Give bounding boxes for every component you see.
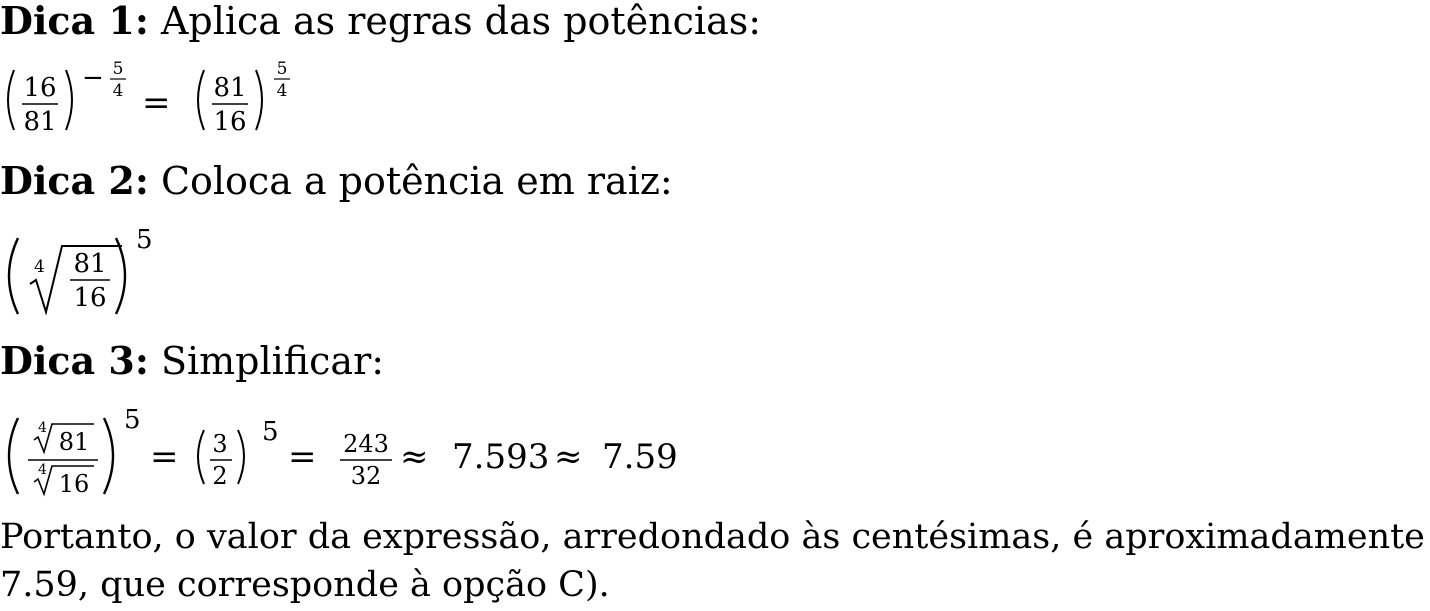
paren-left [198, 430, 204, 484]
hint-1-text: Aplica as regras das potências: [148, 0, 762, 43]
paren-right [256, 70, 262, 130]
root-index: 4 [34, 257, 45, 277]
paren-right [104, 418, 113, 494]
hint-2-heading [0, 158, 673, 203]
lhs-exp-sign: − [82, 63, 104, 93]
approx-sign-1: ≈ [400, 437, 429, 477]
rhs-numerator: 81 [213, 73, 247, 103]
hint-1-heading [0, 0, 762, 43]
rhs-denominator: 16 [213, 107, 247, 137]
paren-right [238, 430, 244, 484]
rhs-exp-numerator: 5 [276, 59, 288, 79]
fraction-numerator: 3 [212, 430, 228, 458]
hint-2-text: Coloca a potência em raiz: [148, 159, 673, 203]
lhs-exp-numerator: 5 [112, 59, 124, 79]
result-numerator: 243 [343, 430, 389, 458]
hint-1-label: Dica 1: [0, 0, 149, 43]
hint-3-label: Dica 3: [0, 338, 149, 383]
exponent-2: 5 [262, 417, 279, 447]
hint-2-label: Dica 2: [0, 158, 149, 203]
conclusion-line-1: Portanto, o valor da expressão, arredondado às centésimas, é aproximadamente [0, 517, 1425, 557]
hint-2-equation [0, 222, 170, 322]
equals-sign-1: = [150, 437, 179, 477]
value-1: 7.593 [452, 437, 550, 477]
hint-3-text: Simplificar: [148, 339, 385, 383]
hint-3-heading [0, 338, 385, 383]
radicand-denominator: 16 [58, 470, 90, 498]
paren-right [116, 238, 125, 314]
hint-1-equation [0, 59, 330, 142]
lhs-exp-denominator: 4 [112, 81, 124, 101]
equals-sign-2: = [288, 437, 317, 477]
paren-left [8, 70, 14, 130]
paren-left [9, 238, 18, 314]
hint-3-equation [0, 402, 700, 502]
fraction-denominator: 2 [212, 462, 228, 490]
paren-left [198, 70, 204, 130]
radicand-numerator: 81 [58, 428, 90, 456]
conclusion-line-2: 7.59, que corresponde à opção C). [0, 565, 610, 605]
root-index-numerator: 4 [38, 420, 47, 436]
exponent-1: 5 [124, 405, 141, 435]
root-denominator: 16 [73, 283, 107, 313]
result-denominator: 32 [350, 462, 382, 490]
approx-sign-2: ≈ [554, 437, 583, 477]
paren-right [66, 70, 72, 130]
paren-left [9, 418, 18, 494]
rhs-exp-denominator: 4 [276, 81, 288, 101]
exponent: 5 [136, 225, 153, 255]
lhs-denominator: 81 [23, 107, 57, 137]
equals-sign: = [142, 83, 171, 123]
root-numerator: 81 [73, 249, 107, 279]
root-index-denominator: 4 [38, 462, 47, 478]
value-2: 7.59 [602, 437, 678, 477]
lhs-numerator: 16 [23, 73, 57, 103]
